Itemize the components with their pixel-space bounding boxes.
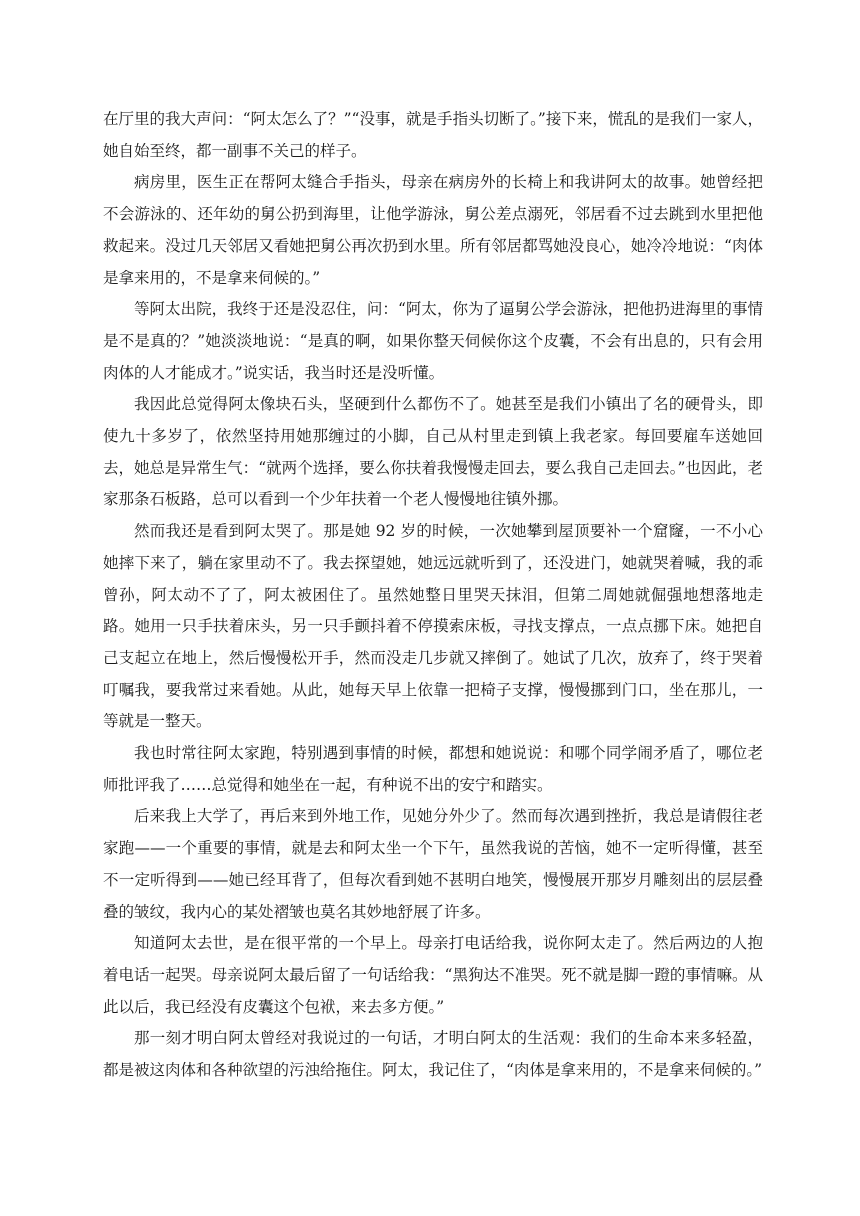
paragraph: 知道阿太去世，是在很平常的一个早上。母亲打电话给我，说你阿太走了。然后两边的人抱着电话一起哭。母亲说阿太最后留了一句话给我：“黑狗达不准哭。死不就是脚一蹬的事情嘛。从此以后，我已经没有皮囊这个包袱，来去多方便。”: [103, 934, 763, 1016]
paragraph: 然而我还是看到阿太哭了。那是她 92 岁的时候，一次她攀到屋顶要补一个窟窿，一不小心她摔下来了，躺在家里动不了。我去探望她，她远远就听到了，还没进门，她就哭着喊，我的乖曾孙，阿太动不了了，阿太被困住了。虽然她整日里哭天抹泪，但第二周她就倔强地想落地走路。她用一只手扶着床头，另一只手颤抖着不停摸索床板，寻找支撑点，一点点挪下床。她把自己支起立在地上，然后慢慢松开手，然而没走几步就又摔倒了。她试了几次，放弃了，终于哭着叮嘱我，要我常过来看她。从此，她每天早上依靠一把椅子支撑，慢慢挪到门口，坐在那儿，一等就是一整天。: [103, 522, 763, 731]
paragraph: 我因此总觉得阿太像块石头，坚硬到什么都伤不了。她甚至是我们小镇出了名的硬骨头，即使九十多岁了，依然坚持用她那缠过的小脚，自己从村里走到镇上我老家。每回要雇车送她回去，她总是异常生气：“就两个选择，要么你扶着我慢慢走回去，要么我自己走回去。”也因此，老家那条石板路，总可以看到一个少年扶着一个老人慢慢地往镇外挪。: [103, 395, 763, 509]
document-body: [103, 104, 763, 1087]
paragraph: 在厅里的我大声问：“阿太怎么了？”“没事，就是手指头切断了。”接下来，慌乱的是我们一家人，她自始至终，都一副事不关己的样子。: [103, 110, 763, 160]
paragraph: 后来我上大学了，再后来到外地工作，见她分外少了。然而每次遇到挫折，我总是请假往老家跑——一个重要的事情，就是去和阿太坐一个下午，虽然我说的苦恼，她不一定听得懂，甚至不一定听得到——她已经耳背了，但每次看到她不甚明白地笑，慢慢展开那岁月雕刻出的层层叠叠的皱纹，我内心的某处褶皱也莫名其妙地舒展了许多。: [103, 807, 763, 921]
paragraph: 等阿太出院，我终于还是没忍住，问：“阿太，你为了逼舅公学会游泳，把他扔进海里的事情是不是真的？”她淡淡地说：“是真的啊，如果你整天伺候你这个皮囊，不会有出息的，只有会用肉体的人才能成才。”说实话，我当时还是没听懂。: [103, 300, 763, 382]
paragraph: 病房里，医生正在帮阿太缝合手指头，母亲在病房外的长椅上和我讲阿太的故事。她曾经把不会游泳的、还年幼的舅公扔到海里，让他学游泳，舅公差点溺死，邻居看不过去跳到水里把他救起来。没过几天邻居又看她把舅公再次扔到水里。所有邻居都骂她没良心，她冷冷地说：“肉体是拿来用的，不是拿来伺候的。”: [103, 173, 763, 287]
paragraph: 我也时常往阿太家跑，特别遇到事情的时候，都想和她说说：和哪个同学闹矛盾了，哪位老师批评我了……总觉得和她坐在一起，有种说不出的安宁和踏实。: [103, 744, 763, 794]
paragraph: 那一刻才明白阿太曾经对我说过的一句话，才明白阿太的生活观：我们的生命本来多轻盈，都是被这肉体和各种欲望的污浊给拖住。阿太，我记住了，“肉体是拿来用的，不是拿来伺候的。”: [103, 1029, 763, 1080]
